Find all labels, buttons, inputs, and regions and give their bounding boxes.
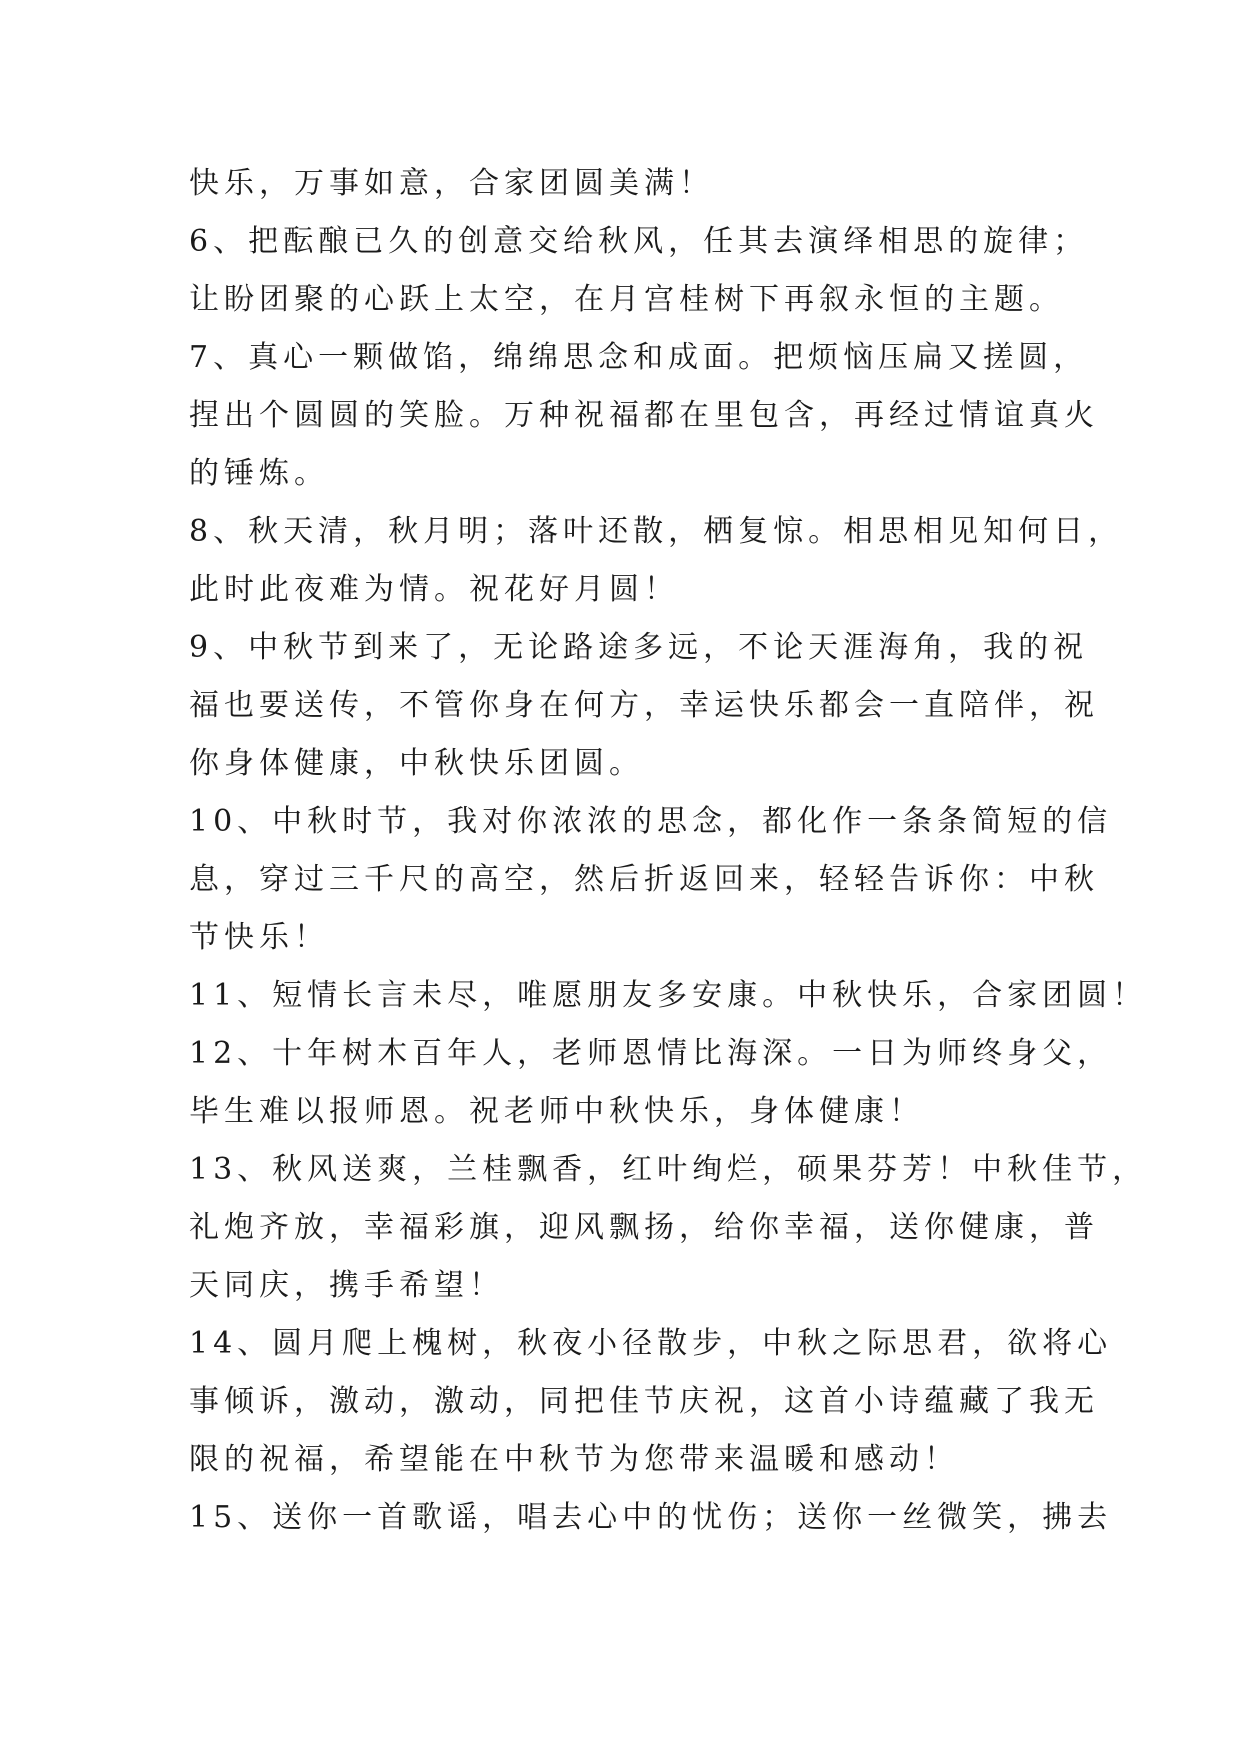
- text-line: 毕生难以报师恩。祝老师中秋快乐，身体健康！: [189, 1094, 924, 1129]
- text-line: 礼炮齐放，幸福彩旗，迎风飘扬，给你幸福，送你健康，普: [189, 1210, 1099, 1245]
- text-line: 息，穿过三千尺的高空，然后折返回来，轻轻告诉你：中秋: [189, 862, 1099, 897]
- text-line: 你身体健康，中秋快乐团圆。: [189, 746, 644, 781]
- text-line: 7、真心一颗做馅，绵绵思念和成面。把烦恼压扁又搓圆，: [189, 340, 1089, 375]
- text-line: 快乐，万事如意，合家团圆美满！: [189, 166, 714, 201]
- text-line: 8、秋天清，秋月明；落叶还散，栖复惊。相思相见知何日，: [189, 514, 1124, 549]
- text-line: 事倾诉，激动，激动，同把佳节庆祝，这首小诗蕴藏了我无: [189, 1384, 1099, 1419]
- text-line: 13、秋风送爽，兰桂飘香，红叶绚烂，硕果芬芳！中秋佳节，: [189, 1152, 1148, 1187]
- text-line: 11、短情长言未尽，唯愿朋友多安康。中秋快乐，合家团圆！: [189, 978, 1148, 1013]
- text-line: 捏出个圆圆的笑脸。万种祝福都在里包含，再经过情谊真火: [189, 398, 1099, 433]
- text-line: 天同庆，携手希望！: [189, 1268, 504, 1303]
- body-text: [189, 155, 1148, 1547]
- text-line: 14、圆月爬上槐树，秋夜小径散步，中秋之际思君，欲将心: [189, 1326, 1113, 1361]
- text-line: 10、中秋时节，我对你浓浓的思念，都化作一条条简短的信: [189, 804, 1113, 839]
- text-line: 限的祝福，希望能在中秋节为您带来温暖和感动！: [189, 1442, 959, 1477]
- text-line: 6、把酝酿已久的创意交给秋风，任其去演绎相思的旋律；: [189, 224, 1089, 259]
- text-line: 9、中秋节到来了，无论路途多远，不论天涯海角，我的祝: [189, 630, 1089, 665]
- text-line: 12、十年树木百年人，老师恩情比海深。一日为师终身父，: [189, 1036, 1113, 1071]
- text-line: 让盼团聚的心跃上太空，在月宫桂树下再叙永恒的主题。: [189, 282, 1064, 317]
- text-line: 此时此夜难为情。祝花好月圆！: [189, 572, 679, 607]
- text-line: 15、送你一首歌谣，唱去心中的忧伤；送你一丝微笑，拂去: [189, 1500, 1113, 1535]
- text-line: 节快乐！: [189, 920, 329, 955]
- text-line: 福也要送传，不管你身在何方，幸运快乐都会一直陪伴，祝: [189, 688, 1099, 723]
- text-line: 的锤炼。: [189, 456, 329, 491]
